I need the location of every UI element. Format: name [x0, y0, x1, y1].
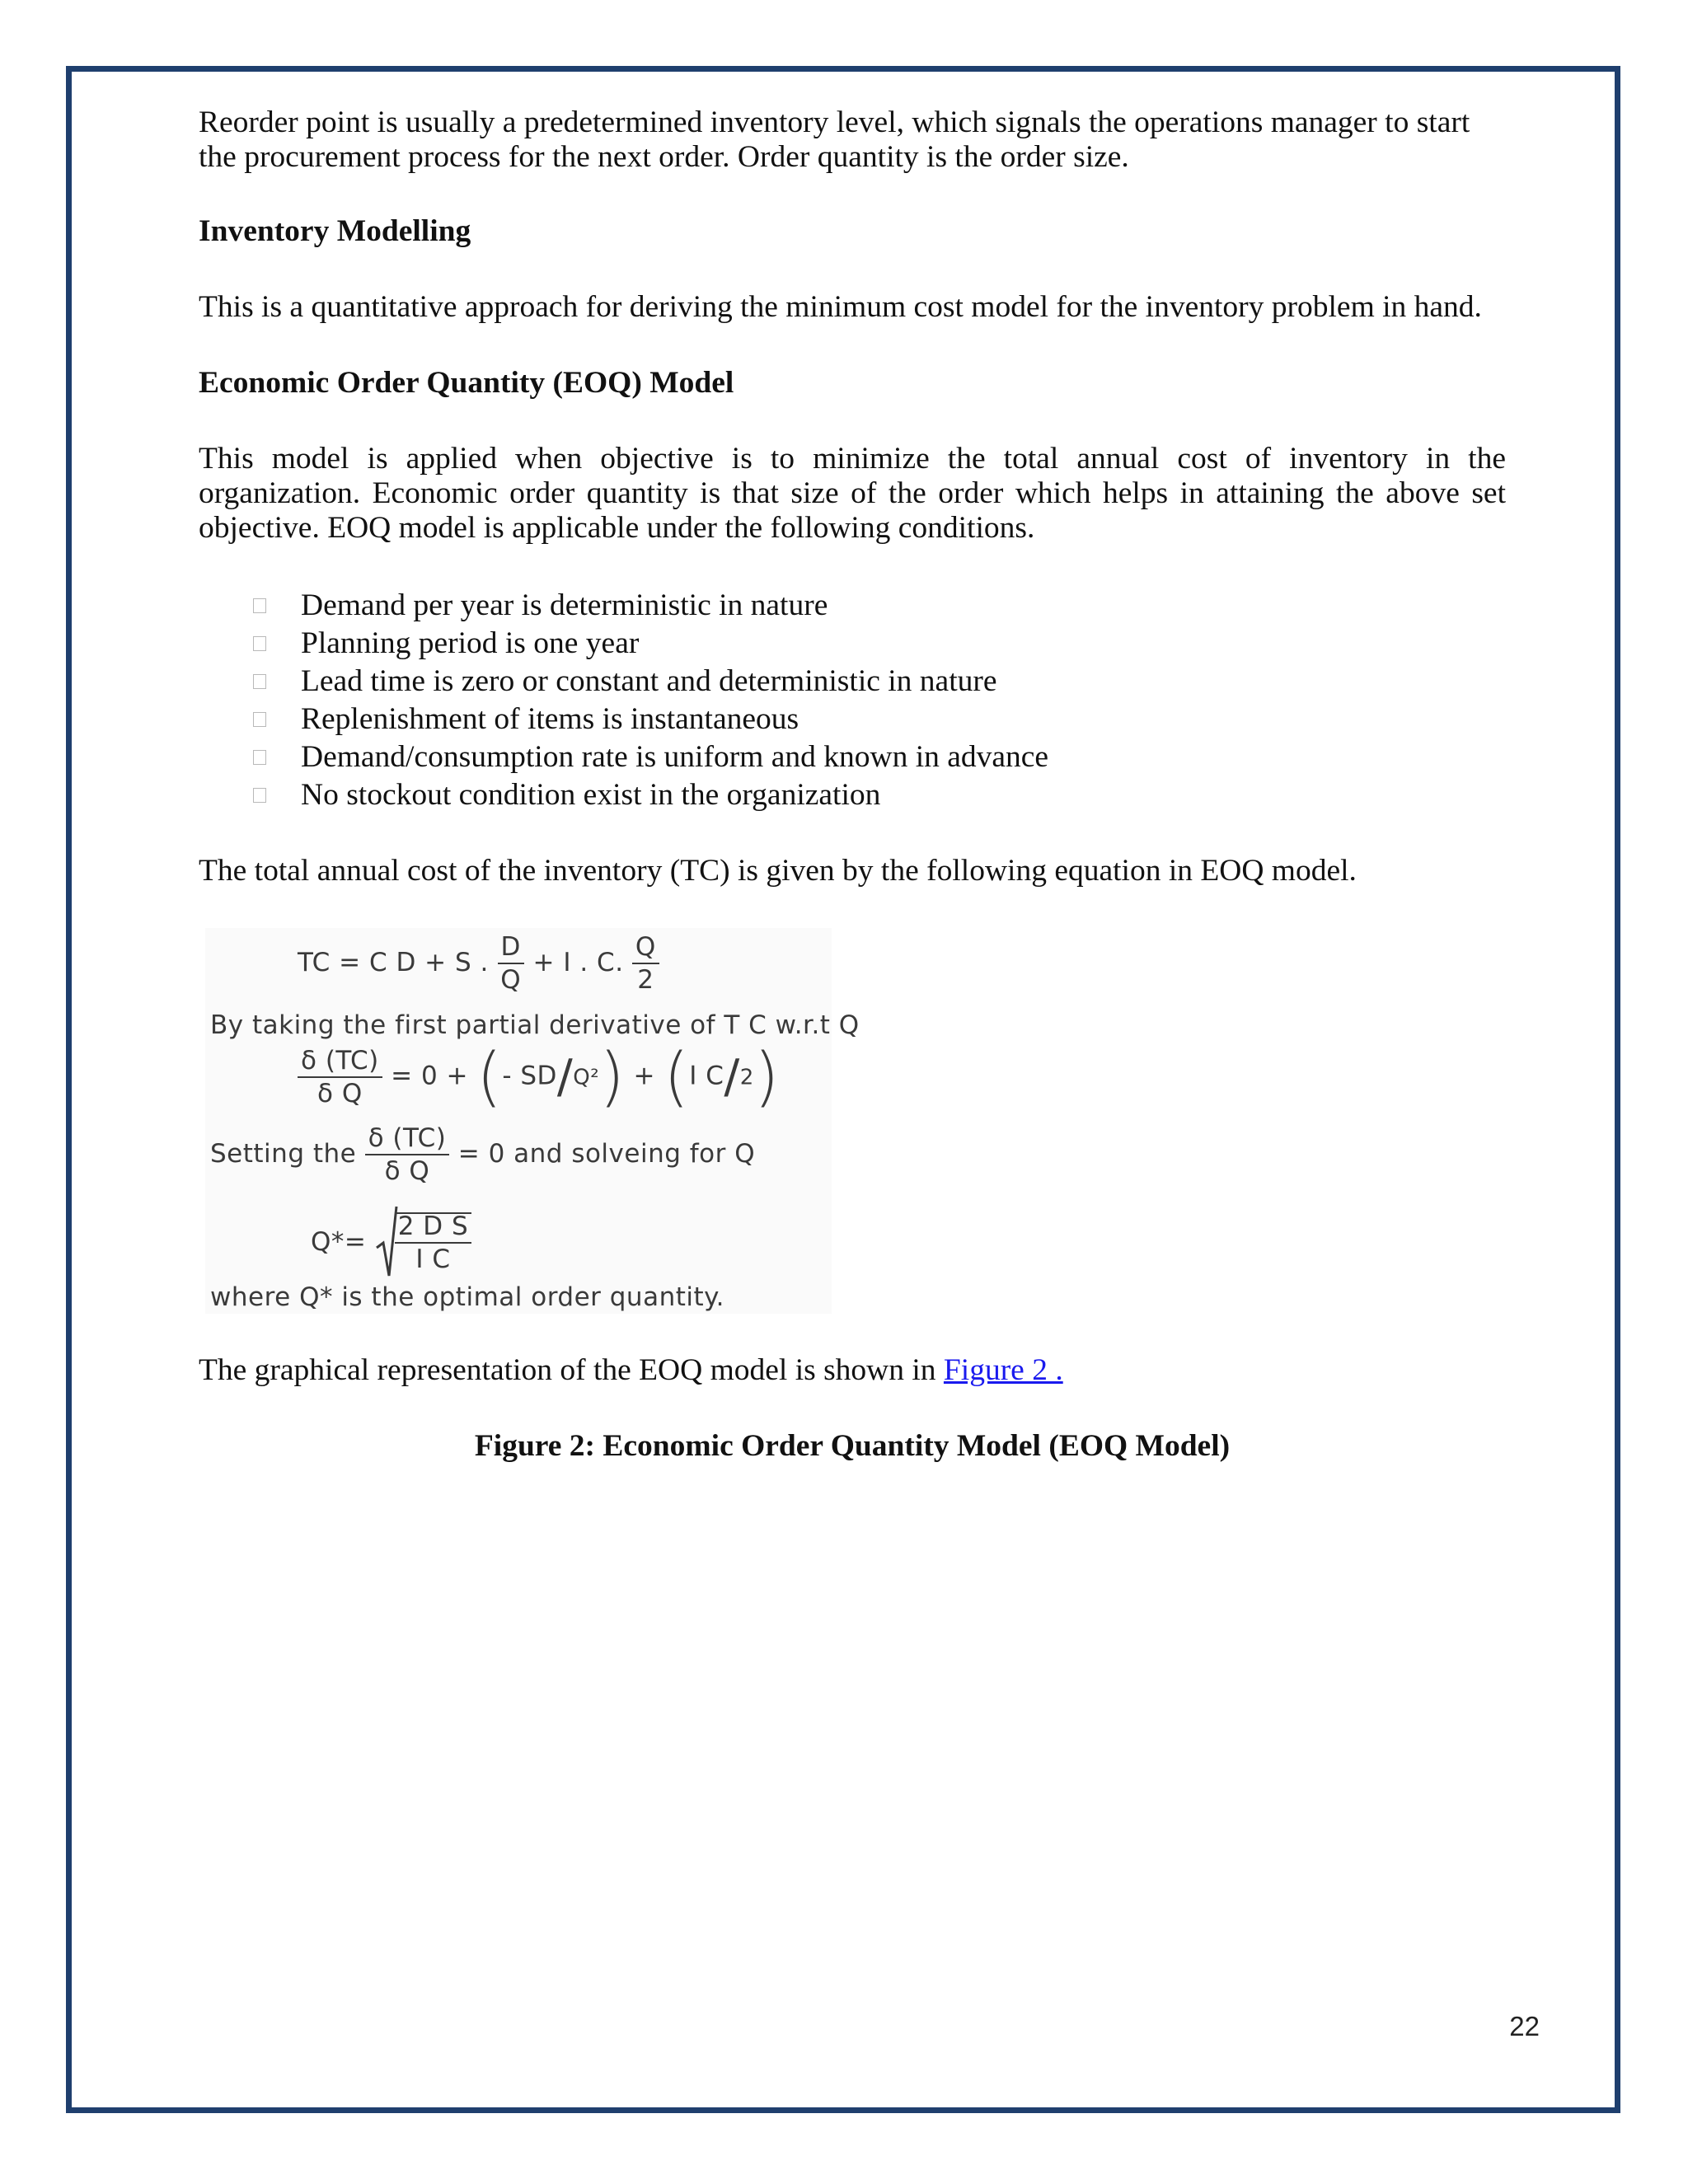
setting-equation: Setting the $\frac{\delta (TC)}{\text{δ Q}}$ = 0 and solveing for Q — [210, 1123, 756, 1186]
derivative-equation: $\frac{\delta (TC)}{\text{δ Q}}$ = 0 + (- SD/Q²) + (I C/2) — [298, 1045, 780, 1109]
tc-intro-paragraph: The total annual cost of the inventory (TC) is given by the following equation in EOQ model. — [199, 854, 1357, 888]
optimal-q-equation: Q*= $\frac{\text{2 D S}}{\text{I C}}$ — [311, 1205, 471, 1279]
figure-2-link[interactable]: Figure 2 . — [943, 1353, 1063, 1387]
fraction-dtc-dq: $\frac{\delta (TC)}{\text{δ Q}}$ — [298, 1048, 382, 1107]
bullet-icon — [253, 636, 266, 651]
eoq-paragraph: This model is applied when objective is to minimize the total annual cost of inventory in the organization. Economic order quantity is that size of the order which helps in attaining the above set objective. EOQ model is applicable under the following conditions. — [199, 442, 1506, 545]
bullet-icon — [253, 750, 266, 765]
list-item: Demand per year is deterministic in nature — [199, 587, 1506, 625]
list-item: Replenishment of items is instantaneous — [199, 701, 1506, 738]
inventory-modelling-heading: Inventory Modelling — [199, 214, 471, 248]
bullet-icon — [253, 788, 266, 803]
eoq-formula-image — [205, 928, 860, 1314]
page-number: 22 — [1509, 2011, 1540, 2041]
square-root-icon: $\frac{\text{2 D S}}{\text{I C}}$ — [375, 1205, 471, 1279]
fraction-dtc-dq-2: $\frac{\delta (TC)}{\text{δ Q}}$ — [365, 1126, 450, 1184]
inventory-modelling-paragraph: This is a quantitative approach for deriving the minimum cost model for the inventory problem in hand. — [199, 290, 1482, 324]
eoq-heading: Economic Order Quantity (EOQ) Model — [199, 366, 734, 400]
fraction-d-over-q: $\frac{D}{Q}$ — [497, 935, 524, 993]
bullet-icon — [253, 598, 266, 613]
list-item: Lead time is zero or constant and deterministic in nature — [199, 663, 1506, 701]
bullet-icon — [253, 674, 266, 689]
graph-reference-paragraph: The graphical representation of the EOQ model is shown in Figure 2 . — [199, 1353, 1063, 1387]
optimal-q-description: where Q* is the optimal order quantity. — [210, 1282, 724, 1312]
tc-equation: TC = C D + S . $\frac{D}{Q}$ + I . C. $\frac{Q}{2}$ — [298, 935, 659, 993]
fraction-q-over-2: $\frac{Q}{2}$ — [632, 935, 659, 993]
eoq-conditions-list — [199, 587, 1506, 814]
list-item: Planning period is one year — [199, 625, 1506, 663]
bullet-icon — [253, 712, 266, 727]
intro-paragraph: Reorder point is usually a predetermined inventory level, which signals the operations manager to start the procurement process for the next order. Order quantity is the order size. — [199, 105, 1470, 174]
page-content — [199, 105, 1506, 1464]
figure-caption: Figure 2: Economic Order Quantity Model (EOQ Model) — [474, 1429, 1231, 1463]
derivative-description: By taking the first partial derivative of T C w.r.t Q — [210, 1010, 860, 1040]
list-item: No stockout condition exist in the organization — [199, 776, 1506, 814]
list-item: Demand/consumption rate is uniform and known in advance — [199, 738, 1506, 776]
